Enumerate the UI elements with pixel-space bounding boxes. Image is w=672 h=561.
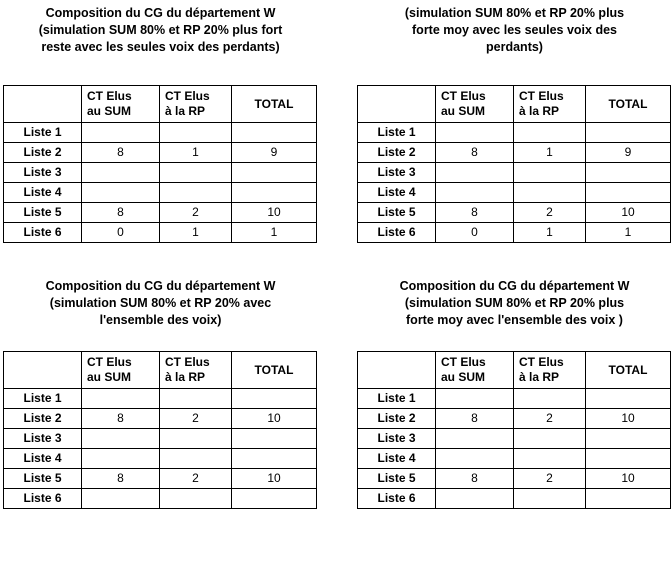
cell-sum: 8 <box>436 469 514 489</box>
cell-total <box>586 183 671 203</box>
corner-cell <box>4 86 82 123</box>
cell-total: 10 <box>586 469 671 489</box>
cell-rp <box>160 389 232 409</box>
cell-total <box>232 489 317 509</box>
row-label: Liste 4 <box>4 449 82 469</box>
cell-sum: 8 <box>82 143 160 163</box>
cell-sum <box>436 429 514 449</box>
composition-table <box>3 351 317 509</box>
col-header-line: CT Elus <box>441 89 486 103</box>
cell-rp <box>160 163 232 183</box>
panel-top-left <box>3 5 318 243</box>
title-line: forte moy avec les seules voix des <box>412 23 617 37</box>
cell-rp: 2 <box>514 203 586 223</box>
cell-total: 1 <box>232 223 317 243</box>
row-label: Liste 3 <box>4 163 82 183</box>
cell-total <box>232 163 317 183</box>
cell-sum <box>82 429 160 449</box>
cell-rp <box>514 163 586 183</box>
cell-sum <box>82 183 160 203</box>
title-line: reste avec les seules voix des perdants) <box>41 40 280 54</box>
cell-sum <box>436 163 514 183</box>
table-row <box>4 123 317 143</box>
table-row <box>358 203 671 223</box>
cell-rp: 1 <box>514 223 586 243</box>
title-line: (simulation SUM 80% et RP 20% plus fort <box>38 23 283 37</box>
col-header-line: TOTAL <box>608 362 648 377</box>
col-header-line: CT Elus <box>519 89 564 103</box>
cell-sum: 8 <box>82 203 160 223</box>
cell-rp: 2 <box>160 409 232 429</box>
table-row <box>4 203 317 223</box>
row-label: Liste 1 <box>358 389 436 409</box>
row-label: Liste 4 <box>358 183 436 203</box>
table-title <box>357 278 672 329</box>
col-header-sum <box>436 352 514 389</box>
composition-table <box>357 85 671 243</box>
row-label: Liste 3 <box>358 429 436 449</box>
cell-sum: 8 <box>82 469 160 489</box>
col-header-line: au SUM <box>441 104 486 118</box>
table-row <box>4 143 317 163</box>
col-header-line: à la RP <box>519 370 560 384</box>
title-line: (simulation SUM 80% et RP 20% plus <box>404 6 625 20</box>
cell-rp: 1 <box>160 143 232 163</box>
table-title <box>357 5 672 56</box>
row-label: Liste 2 <box>358 409 436 429</box>
table-row <box>4 429 317 449</box>
title-line: (simulation SUM 80% et RP 20% plus <box>404 296 625 310</box>
cell-total <box>232 389 317 409</box>
cell-total: 10 <box>586 409 671 429</box>
row-label: Liste 3 <box>4 429 82 449</box>
corner-cell <box>4 352 82 389</box>
col-header-line: à la RP <box>519 104 560 118</box>
col-header-sum <box>82 352 160 389</box>
col-header-line: au SUM <box>87 370 132 384</box>
cell-total <box>586 123 671 143</box>
cell-sum <box>436 389 514 409</box>
cell-total <box>232 449 317 469</box>
composition-table <box>357 351 671 509</box>
col-header-line: TOTAL <box>254 362 294 377</box>
row-label: Liste 6 <box>358 489 436 509</box>
cell-total: 9 <box>586 143 671 163</box>
cell-sum <box>436 123 514 143</box>
row-label: Liste 2 <box>4 409 82 429</box>
row-label: Liste 3 <box>358 163 436 183</box>
cell-sum: 0 <box>82 223 160 243</box>
row-label: Liste 4 <box>4 183 82 203</box>
row-label: Liste 5 <box>4 203 82 223</box>
cell-rp <box>514 489 586 509</box>
title-line: Composition du CG du département W <box>399 279 630 293</box>
row-label: Liste 6 <box>358 223 436 243</box>
cell-rp <box>514 389 586 409</box>
table-row <box>358 409 671 429</box>
cell-rp: 2 <box>160 203 232 223</box>
row-label: Liste 6 <box>4 489 82 509</box>
col-header-line: CT Elus <box>519 355 564 369</box>
panel-top-right <box>357 5 672 243</box>
cell-rp <box>160 123 232 143</box>
col-header-line: CT Elus <box>441 355 486 369</box>
title-line: forte moy avec l'ensemble des voix ) <box>406 313 623 327</box>
table-row <box>358 143 671 163</box>
table-row <box>4 449 317 469</box>
col-header-rp <box>160 352 232 389</box>
title-line: Composition du CG du département W <box>45 279 276 293</box>
cell-total: 1 <box>586 223 671 243</box>
table-row <box>358 183 671 203</box>
row-label: Liste 4 <box>358 449 436 469</box>
col-header-total <box>232 86 317 123</box>
row-label: Liste 5 <box>4 469 82 489</box>
row-label: Liste 1 <box>4 389 82 409</box>
cell-sum <box>436 183 514 203</box>
col-header-total <box>232 352 317 389</box>
col-header-line: CT Elus <box>165 355 210 369</box>
cell-rp <box>160 183 232 203</box>
cell-rp <box>160 489 232 509</box>
cell-total <box>232 429 317 449</box>
cell-total: 9 <box>232 143 317 163</box>
table-title <box>3 278 318 329</box>
cell-sum <box>436 449 514 469</box>
table-row <box>358 389 671 409</box>
cell-rp: 2 <box>514 469 586 489</box>
composition-table <box>3 85 317 243</box>
cell-total <box>586 389 671 409</box>
cell-total: 10 <box>232 409 317 429</box>
cell-rp: 1 <box>160 223 232 243</box>
title-line: l'ensemble des voix) <box>99 313 222 327</box>
table-row <box>358 449 671 469</box>
col-header-sum <box>436 86 514 123</box>
cell-rp <box>514 183 586 203</box>
row-label: Liste 5 <box>358 469 436 489</box>
table-title <box>3 5 318 56</box>
cell-rp: 2 <box>514 409 586 429</box>
table-row <box>4 163 317 183</box>
table-row <box>358 489 671 509</box>
cell-rp <box>160 429 232 449</box>
col-header-rp <box>514 86 586 123</box>
cell-sum <box>436 489 514 509</box>
corner-cell <box>358 352 436 389</box>
col-header-line: au SUM <box>441 370 486 384</box>
header-row <box>358 352 671 389</box>
col-header-total <box>586 86 671 123</box>
col-header-line: CT Elus <box>87 355 132 369</box>
header-row <box>358 86 671 123</box>
cell-sum: 8 <box>436 203 514 223</box>
col-header-line: CT Elus <box>87 89 132 103</box>
col-header-line: CT Elus <box>165 89 210 103</box>
cell-rp <box>514 449 586 469</box>
col-header-line: TOTAL <box>254 96 294 111</box>
col-header-sum <box>82 86 160 123</box>
panel-bottom-left <box>3 278 318 509</box>
col-header-line: à la RP <box>165 104 206 118</box>
cell-sum <box>82 163 160 183</box>
cell-rp: 1 <box>514 143 586 163</box>
col-header-rp <box>514 352 586 389</box>
col-header-line: à la RP <box>165 370 206 384</box>
table-row <box>4 469 317 489</box>
cell-total <box>232 123 317 143</box>
cell-sum: 8 <box>436 409 514 429</box>
row-label: Liste 6 <box>4 223 82 243</box>
row-label: Liste 5 <box>358 203 436 223</box>
row-label: Liste 1 <box>358 123 436 143</box>
cell-sum <box>82 449 160 469</box>
header-row <box>4 352 317 389</box>
cell-total <box>586 449 671 469</box>
cell-total: 10 <box>586 203 671 223</box>
cell-rp <box>160 449 232 469</box>
table-row <box>358 223 671 243</box>
cell-sum <box>82 123 160 143</box>
col-header-total <box>586 352 671 389</box>
cell-total <box>586 163 671 183</box>
cell-sum <box>82 389 160 409</box>
table-row <box>358 429 671 449</box>
table-row <box>4 389 317 409</box>
cell-total <box>232 183 317 203</box>
table-row <box>358 469 671 489</box>
col-header-line: TOTAL <box>608 96 648 111</box>
table-row <box>4 409 317 429</box>
title-line: Composition du CG du département W <box>45 6 276 20</box>
title-line: (simulation SUM 80% et RP 20% avec <box>49 296 272 310</box>
col-header-line: au SUM <box>87 104 132 118</box>
table-row <box>4 223 317 243</box>
panel-bottom-right <box>357 278 672 509</box>
row-label: Liste 2 <box>4 143 82 163</box>
row-label: Liste 1 <box>4 123 82 143</box>
table-row <box>358 163 671 183</box>
cell-total <box>586 489 671 509</box>
row-label: Liste 2 <box>358 143 436 163</box>
cell-sum: 8 <box>82 409 160 429</box>
corner-cell <box>358 86 436 123</box>
cell-sum: 8 <box>436 143 514 163</box>
cell-rp <box>514 123 586 143</box>
cell-sum: 0 <box>436 223 514 243</box>
cell-rp: 2 <box>160 469 232 489</box>
header-row <box>4 86 317 123</box>
table-row <box>4 489 317 509</box>
cell-rp <box>514 429 586 449</box>
cell-total: 10 <box>232 203 317 223</box>
cell-sum <box>82 489 160 509</box>
table-row <box>4 183 317 203</box>
col-header-rp <box>160 86 232 123</box>
table-row <box>358 123 671 143</box>
cell-total: 10 <box>232 469 317 489</box>
cell-total <box>586 429 671 449</box>
title-line: perdants) <box>486 40 543 54</box>
